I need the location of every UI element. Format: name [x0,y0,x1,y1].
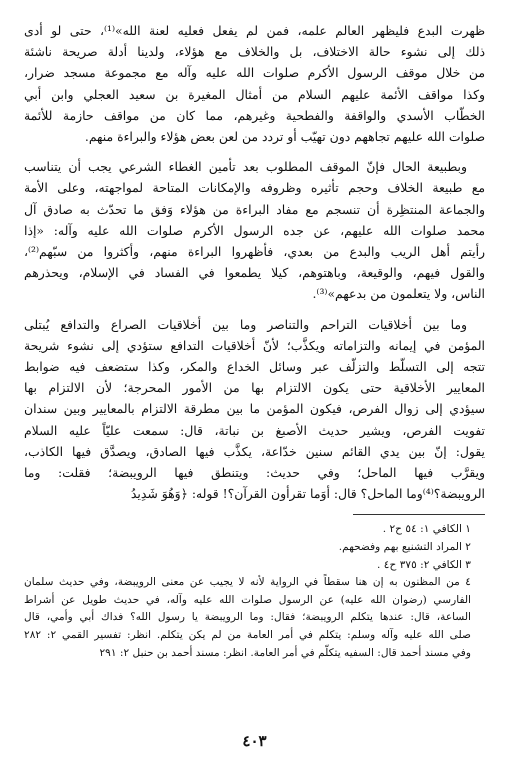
footnote [24,574,485,662]
footnote-divider [353,514,485,515]
paragraph [24,156,485,304]
text-line: ظهرت البدع فليظهر العالم علمه، فمن لم يفعل فعليه لعنة الله»⁽¹⁾، حتى لو أدى [24,23,486,38]
footnote [24,557,485,575]
text-line: الرويبضة؟⁽⁴⁾وما الماحل؟ قال: أوَما تقرأون القرآن؟! قوله: ﴿وَهُوَ شَدِيدُ [130,486,485,502]
text-line: ذلك إلى نشوء حالة الاختلاف، بل والخلاف مع هؤلاء، ولدينا أدلة صريحة ناشئة [24,44,485,60]
footnote [24,521,485,539]
text-line: الناس، ولا يتعلمون من بدعهم»⁽³⁾. [312,286,485,302]
text-line: يقول: إنّ بين يدي القائم سنين خدّاعة، يكذَّب فيها الصادق، ويصدَّق فيها الكاذب، [24,443,485,459]
footnote-line: وفي مسند أحمد قال: السفيه يتكلّم في أمر العامة. انظر: مسند أحمد بن حنبل ٢: ٢٩١ [99,646,471,659]
text-line: رأيتم أهل الريب والبدع من بعدي، فأظهروا البراءة منهم، وأكثروا من سبّهم⁽²⁾، [24,244,485,260]
text-line: مع طبيعة الخلاف وحجم تأثيره وظروفه والإمكانات المتاحة لمواجهته، وعلى الأمة [24,180,485,196]
text-line: وبطبيعة الحال فإنّ الموقف المطلوب بعد تأمين الغطاء الشرعي يجب أن يتناسب [24,159,467,175]
text-line: الخطّاب الأسدي والواقفة والفطحية وغيرهم، مما كان من مواقف حازمة للأئمة [24,107,485,123]
text-line: المعايير الأخلاقية حتى يكون الالتزام بها من الأمور المحرجة؛ لأن الالتزام بها [24,380,485,396]
footnote-line: ٣ الكافي ٢: ٣٧٥ ح٤ . [377,558,471,571]
text-line: وكذا مواقف الأئمة عليهم السلام من أمثال المغيرة بن سعيد العجلي وابن أبي [24,86,485,102]
text-line: تفويت الفرص، ويشير حديث الأصبغ بن نباتة، قال: سمعت عليّاً عليه السلام [24,422,485,438]
footnotes [24,521,485,662]
text-line: محمد صلوات الله عليهم، عن جده الرسول الأكرم صلوات الله عليه وآله: «إذا [24,222,485,238]
page-number: ٤٠٣ [242,732,267,750]
text-line: من خلال موقف الرسول الأكرم صلوات الله عليه وآله مع مجموعة مسجد ضرار، [24,65,485,81]
footnote-line: ٤ من المظنون به إن هنا سقطاً في الرواية لأنه لا يجيب عن معنى الرويبضة، وفي حديث سلمان [24,576,471,589]
footnote-line: ١ الكافي ١: ٥٤ ح٢ . [382,523,471,536]
footnote-line: الفارسي (رضوان الله عليه) عن الرسول صلوات الله عليه وآله، في حديث طويل عن أشراط [24,593,471,606]
paragraph [24,20,485,147]
text-line: تتجه إلى التسلّط والتزلّف عبر وسائل الخداع والمكر، وكذا ستضعف فيه ضوابط [24,359,485,375]
footnote-line: ٢ المراد التشنيع بهم وفضحهم. [338,541,471,554]
text-line: والجماعة المنتظِرة أن تنسجم مع مفاد البراءة من هؤلاء وَفق ما تحدّث به صادق آل [24,201,485,217]
paragraph [24,314,485,505]
body-text [24,20,485,504]
footnote-line: الساعة، قال: عندها يتكلم الرويبضة؛ فقال: وما الرويبضة يا رسول الله؟ فداك أبي وأمي، قال [24,611,471,624]
text-line: سيؤدي إلى زوال الفرص، فيكون المؤمن ما بين مطرقة الالتزام بالمعايير وبين سندان [24,401,485,417]
text-line: ويقرَّب فيها الماحل؛ وفي حديث: ويتنطق فيها الرويبضة؛ فقلت: وما [24,465,485,481]
text-line: صلوات الله عليهم تجاههم دون تهيّب أو تردد من لعن بعض هؤلاء والبراءة منهم. [84,129,485,145]
text-line: وما بين أخلاقيات التراحم والتناصر وما بين أخلاقيات الصراع والتدافع يُبتلى [24,316,467,332]
footnote [24,539,485,557]
text-line: والقول فيهم، والوقيعة، وباهتوهم، كيلا يطمعوا في الفساد في الإسلام، ويحذرهم [24,265,485,281]
text-line: المؤمن في إيمانه والتزاماته ويكذَّب؛ لأنّ أخلاقيات التدافع ستؤدي إلى نشوء شريحة [24,337,485,353]
footnote-line: صلى الله عليه وآله وسلم: يتكلم في أمر العامة من لم يكن يتكلم. انظر: تفسير القمي ٢: ٢٨٢ [24,629,472,642]
